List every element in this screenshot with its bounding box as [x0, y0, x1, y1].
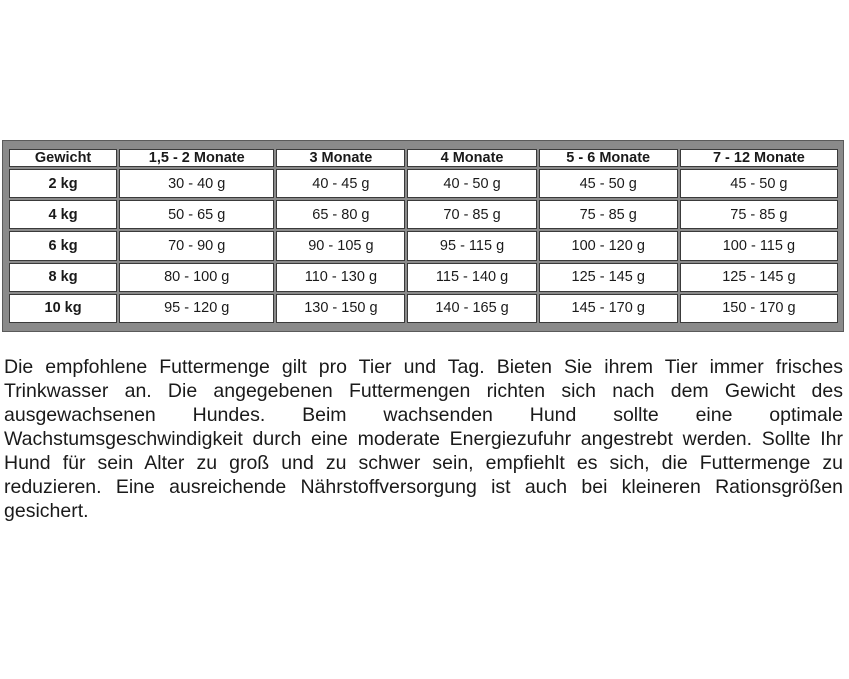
table-row [9, 200, 838, 229]
amount-cell: 145 - 170 g [539, 294, 678, 323]
header-age-4-months: 4 Monate [407, 149, 536, 167]
amount-cell: 110 - 130 g [276, 263, 405, 292]
amount-cell: 95 - 120 g [119, 294, 274, 323]
amount-cell: 150 - 170 g [680, 294, 838, 323]
amount-cell: 45 - 50 g [539, 169, 678, 198]
amount-cell: 30 - 40 g [119, 169, 274, 198]
amount-cell: 100 - 115 g [680, 231, 838, 260]
amount-cell: 75 - 85 g [539, 200, 678, 229]
table-header-row [9, 149, 838, 167]
feeding-note-paragraph: Die empfohlene Futtermenge gilt pro Tier und Tag. Bieten Sie ihrem Tier immer frisches Trinkwasser an. Die angegebenen Futtermengen richten sich nach dem Gewicht des ausgewachsenen Hundes. Beim wachsenden Hund sollte eine optimale Wachstumsgeschwindigkeit durch eine moderate Energiezufuhr angestrebt werden. Sollte Ihr Hund für sein Alter zu groß und zu schwer sein, empfiehlt es sich, die Futtermenge zu reduzieren. Eine ausreichende Nährstoffversorgung ist auch bei kleineren Rationsgrößen gesichert. [4, 356, 843, 522]
table-row [9, 294, 838, 323]
header-age-7-12-months: 7 - 12 Monate [680, 149, 838, 167]
feeding-table [7, 147, 840, 325]
amount-cell: 140 - 165 g [407, 294, 536, 323]
amount-cell: 65 - 80 g [276, 200, 405, 229]
amount-cell: 125 - 145 g [680, 263, 838, 292]
table-row [9, 263, 838, 292]
amount-cell: 95 - 115 g [407, 231, 536, 260]
weight-cell: 4 kg [9, 200, 117, 229]
amount-cell: 75 - 85 g [680, 200, 838, 229]
amount-cell: 70 - 90 g [119, 231, 274, 260]
amount-cell: 40 - 45 g [276, 169, 405, 198]
feeding-table-frame [2, 140, 844, 332]
amount-cell: 90 - 105 g [276, 231, 405, 260]
amount-cell: 45 - 50 g [680, 169, 838, 198]
weight-cell: 2 kg [9, 169, 117, 198]
header-weight: Gewicht [9, 149, 117, 167]
amount-cell: 100 - 120 g [539, 231, 678, 260]
amount-cell: 50 - 65 g [119, 200, 274, 229]
weight-cell: 10 kg [9, 294, 117, 323]
amount-cell: 115 - 140 g [407, 263, 536, 292]
weight-cell: 8 kg [9, 263, 117, 292]
table-row [9, 231, 838, 260]
amount-cell: 125 - 145 g [539, 263, 678, 292]
amount-cell: 70 - 85 g [407, 200, 536, 229]
weight-cell: 6 kg [9, 231, 117, 260]
header-age-1-5-2-months: 1,5 - 2 Monate [119, 149, 274, 167]
amount-cell: 130 - 150 g [276, 294, 405, 323]
amount-cell: 40 - 50 g [407, 169, 536, 198]
amount-cell: 80 - 100 g [119, 263, 274, 292]
header-age-3-months: 3 Monate [276, 149, 405, 167]
header-age-5-6-months: 5 - 6 Monate [539, 149, 678, 167]
table-row [9, 169, 838, 198]
